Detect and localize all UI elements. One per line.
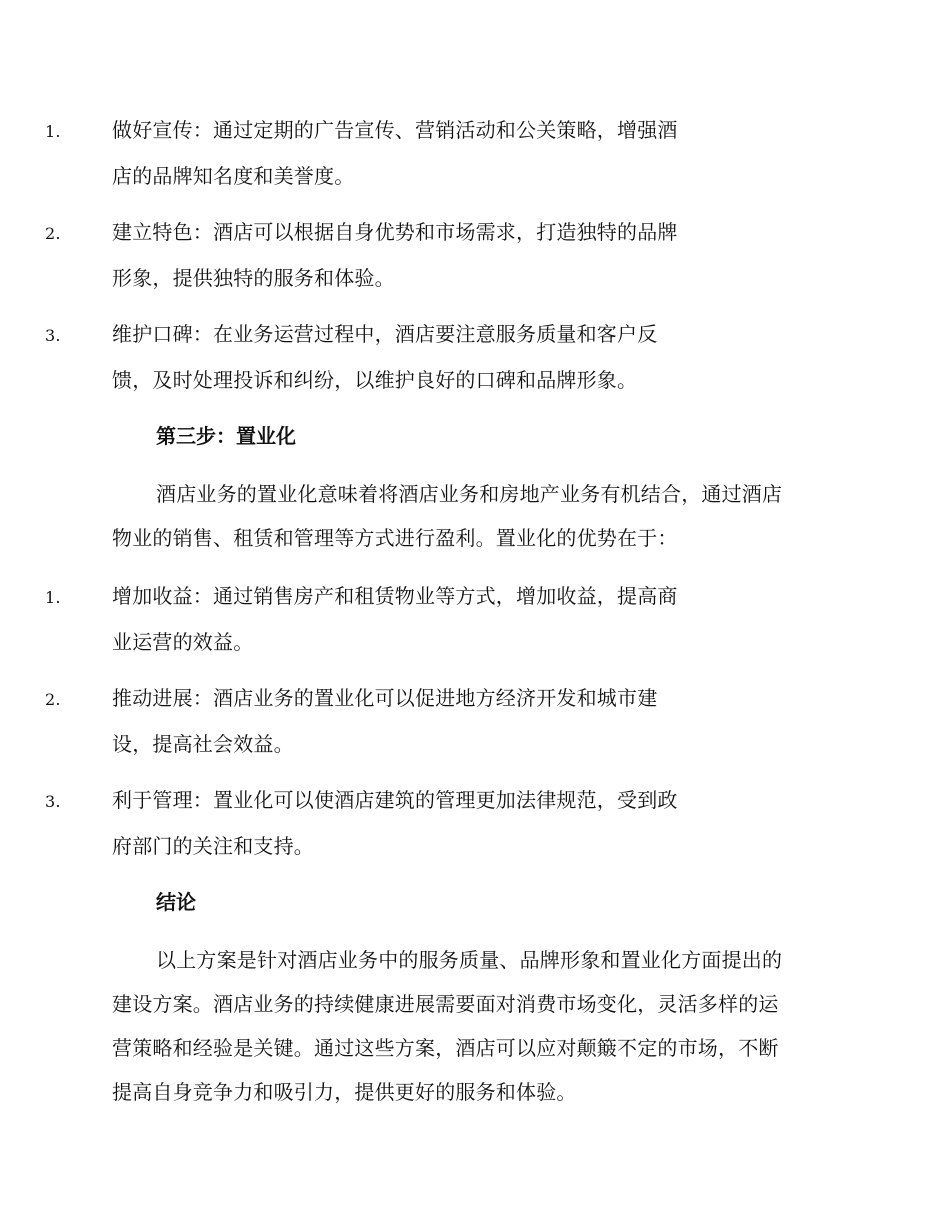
list-item <box>45 574 834 664</box>
list-item-continuation: 设，提高社会效益。 <box>112 732 294 756</box>
list-item-continuation: 业运营的效益。 <box>112 630 254 654</box>
list-item-text: 利于管理：置业化可以使酒店建筑的管理更加法律规范，受到政 <box>112 788 678 812</box>
list-item-continuation: 馈，及时处理投诉和纠纷，以维护良好的口碑和品牌形象。 <box>112 368 638 392</box>
list-number: 3. <box>45 792 61 811</box>
paragraph-line: 以上方案是针对酒店业务中的服务质量、品牌形象和置业化方面提出的 <box>156 948 783 972</box>
list-item-line <box>45 312 834 358</box>
section-heading: 第三步：置业化 <box>156 424 296 448</box>
list-number: 2. <box>45 224 61 243</box>
conclusion-heading: 结论 <box>156 890 196 914</box>
list-number: 2. <box>45 690 61 709</box>
list-item-continuation: 形象，提供独特的服务和体验。 <box>112 266 395 290</box>
list-item-continuation: 府部门的关注和支持。 <box>112 834 314 858</box>
list-number: 1. <box>45 122 61 141</box>
list-item-line <box>45 210 834 256</box>
list-item-text: 增加收益：通过销售房产和租赁物业等方式，增加收益，提高商 <box>112 584 678 608</box>
list-item-text: 推动进展：酒店业务的置业化可以促进地方经济开发和城市建 <box>112 686 658 710</box>
list-item <box>45 676 834 766</box>
list-item-line <box>45 108 834 154</box>
list-number: 3. <box>45 326 61 345</box>
list-item-line <box>45 574 834 620</box>
list-item <box>45 778 834 868</box>
paragraph-line: 营策略和经验是关键。通过这些方案，酒店可以应对颠簸不定的市场，不断 <box>112 1036 779 1060</box>
list-item <box>45 210 834 300</box>
list-item-line <box>45 676 834 722</box>
paragraph-line: 提高自身竞争力和吸引力，提供更好的服务和体验。 <box>112 1080 577 1104</box>
list-item-text: 维护口碑：在业务运营过程中，酒店要注意服务质量和客户反 <box>112 322 658 346</box>
conclusion-paragraph <box>112 938 834 1114</box>
list-item-line <box>45 778 834 824</box>
section-intro-paragraph <box>112 472 834 560</box>
list-number: 1. <box>45 588 61 607</box>
list-item <box>45 312 834 402</box>
paragraph-line: 建设方案。酒店业务的持续健康进展需要面对消费市场变化，灵活多样的运 <box>112 992 779 1016</box>
list-item-continuation: 店的品牌知名度和美誉度。 <box>112 164 355 188</box>
paragraph-line: 酒店业务的置业化意味着将酒店业务和房地产业务有机结合，通过酒店 <box>156 482 783 506</box>
paragraph-line: 物业的销售、租赁和管理等方式进行盈利。置业化的优势在于： <box>112 526 678 550</box>
list-item <box>45 108 834 198</box>
list-item-text: 建立特色：酒店可以根据自身优势和市场需求，打造独特的品牌 <box>112 220 678 244</box>
list-item-text: 做好宣传：通过定期的广告宣传、营销活动和公关策略，增强酒 <box>112 118 678 142</box>
